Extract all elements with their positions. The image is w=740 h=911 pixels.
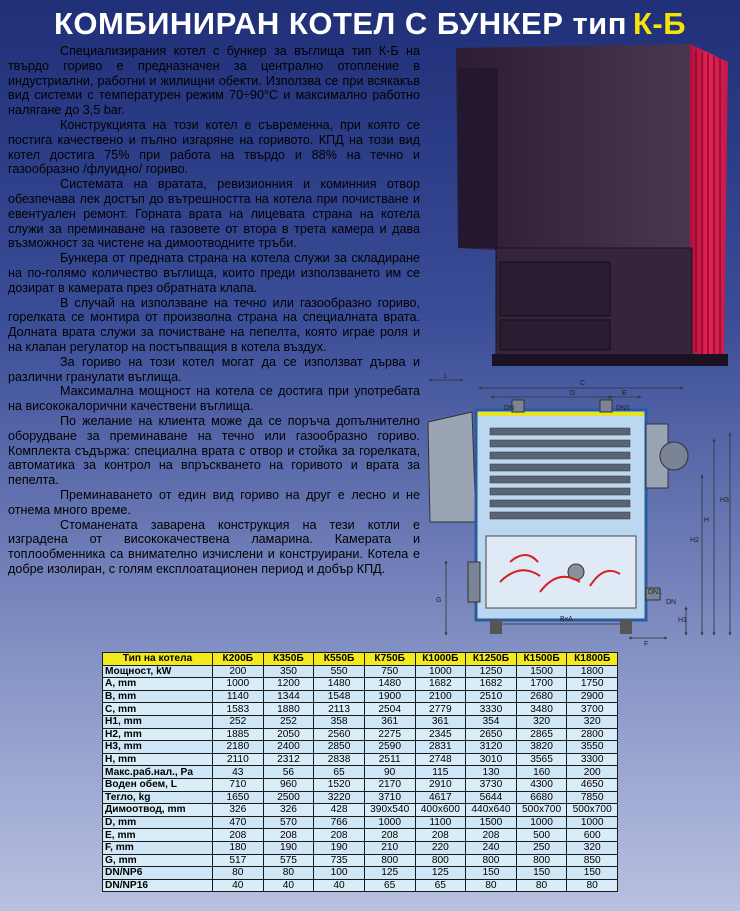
paragraph: За гориво на този котел могат да се използват дърва и различни гранулати въглища.	[8, 354, 420, 384]
table-cell: 320	[516, 715, 567, 728]
table-cell: 2500	[263, 791, 314, 804]
header-cell: К1250Б	[466, 653, 517, 666]
technical-drawing	[420, 372, 738, 650]
table-cell: 65	[314, 766, 365, 779]
title-text: КОМБИНИРАН КОТЕЛ С БУНКЕР тип	[53, 6, 627, 41]
table-cell: 252	[213, 715, 264, 728]
table-cell: 850	[567, 854, 618, 867]
table-cell: 210	[364, 841, 415, 854]
table-cell: 440x640	[466, 804, 517, 817]
paragraph: Преминаването от един вид гориво на друг е лесно и не отнема много време.	[8, 487, 420, 517]
row-label: Воден обем, L	[103, 778, 213, 791]
table-cell: 326	[213, 804, 264, 817]
table-cell: 1682	[415, 678, 466, 691]
table-row	[103, 841, 618, 854]
table-cell: 2831	[415, 741, 466, 754]
table-cell: 550	[314, 665, 365, 678]
table-cell: 1140	[213, 690, 264, 703]
table-cell: 1900	[364, 690, 415, 703]
table-cell: 130	[466, 766, 517, 779]
dim-label-G: G	[436, 597, 442, 604]
description-text	[8, 44, 420, 577]
table-cell: 2865	[516, 728, 567, 741]
dim-label-H1: H1	[678, 617, 687, 624]
boiler-photo	[440, 40, 736, 370]
table-cell: 250	[516, 841, 567, 854]
table-cell: 1583	[213, 703, 264, 716]
table-cell: 160	[516, 766, 567, 779]
table-cell: 3120	[466, 741, 517, 754]
table-cell: 800	[364, 854, 415, 867]
table-cell: 2110	[213, 753, 264, 766]
table-row	[103, 778, 618, 791]
row-label: Мощност, kW	[103, 665, 213, 678]
dim-label-D: D	[570, 390, 576, 397]
table-cell: 125	[364, 867, 415, 880]
table-cell: 1800	[567, 665, 618, 678]
paragraph: По желание на клиента може да се поръча допълнително оборудване за преминаване на течно или газообразно гориво. Комплекта съдържа: специална врата с отвор и стойка за горелката, автоматика за контрол на впръскването на горивото и врата за пепелта.	[8, 413, 420, 488]
table-cell: 766	[314, 816, 365, 829]
table-row	[103, 728, 618, 741]
table-cell: 710	[213, 778, 264, 791]
row-label: E, mm	[103, 829, 213, 842]
table-cell: 3550	[567, 741, 618, 754]
table-cell: 80	[466, 879, 517, 892]
table-cell: 40	[213, 879, 264, 892]
row-label: Макс.раб.нал., Pa	[103, 766, 213, 779]
table-row	[103, 791, 618, 804]
table-cell: 2170	[364, 778, 415, 791]
row-label: A, mm	[103, 678, 213, 691]
dim-label-DN: DN	[504, 405, 515, 412]
table-row	[103, 703, 618, 716]
table-cell: 2900	[567, 690, 618, 703]
table-cell: 500x700	[516, 804, 567, 817]
table-cell: 500	[516, 829, 567, 842]
table-cell: 190	[314, 841, 365, 854]
dim-label-BxA: BxA	[560, 616, 573, 623]
table-cell: 150	[466, 867, 517, 880]
header-cell: К1800Б	[567, 653, 618, 666]
table-cell: 428	[314, 804, 365, 817]
table-cell: 3330	[466, 703, 517, 716]
table-cell: 1548	[314, 690, 365, 703]
table-row	[103, 741, 618, 754]
table-cell: 2650	[466, 728, 517, 741]
table-cell: 2560	[314, 728, 365, 741]
table-row	[103, 690, 618, 703]
table-cell: 6680	[516, 791, 567, 804]
table-cell: 208	[213, 829, 264, 842]
table-cell: 1000	[516, 816, 567, 829]
table-cell: 1000	[415, 665, 466, 678]
row-label: DN/NP16	[103, 879, 213, 892]
table-cell: 2838	[314, 753, 365, 766]
row-label: F, mm	[103, 841, 213, 854]
table-cell: 2511	[364, 753, 415, 766]
table-row	[103, 816, 618, 829]
row-label: C, mm	[103, 703, 213, 716]
table-cell: 115	[415, 766, 466, 779]
table-cell: 2312	[263, 753, 314, 766]
table-cell: 7850	[567, 791, 618, 804]
table-cell: 361	[364, 715, 415, 728]
table-cell: 1750	[567, 678, 618, 691]
row-label: Тегло, kg	[103, 791, 213, 804]
table-cell: 150	[567, 867, 618, 880]
table-cell: 3565	[516, 753, 567, 766]
table-cell: 1100	[415, 816, 466, 829]
table-cell: 90	[364, 766, 415, 779]
table-cell: 208	[364, 829, 415, 842]
header-cell: К350Б	[263, 653, 314, 666]
table-cell: 3480	[516, 703, 567, 716]
paragraph: Конструкцията на този котел е съвременна, при която се постига качествено и пълно изгаряне на горивото. КПД на този вид котел достига 75% при работа на твърдо и 88% на течно и газообразно /флуидно/ гориво.	[8, 117, 420, 177]
table-cell: 3710	[364, 791, 415, 804]
table-cell: 517	[213, 854, 264, 867]
table-cell: 3700	[567, 703, 618, 716]
table-cell: 1880	[263, 703, 314, 716]
table-cell: 40	[314, 879, 365, 892]
page-title	[0, 4, 740, 44]
table-cell: 3820	[516, 741, 567, 754]
table-cell: 735	[314, 854, 365, 867]
table-row	[103, 678, 618, 691]
table-row	[103, 867, 618, 880]
table-cell: 4300	[516, 778, 567, 791]
table-cell: 400x600	[415, 804, 466, 817]
table-cell: 252	[263, 715, 314, 728]
table-cell: 190	[263, 841, 314, 854]
row-label: G, mm	[103, 854, 213, 867]
table-cell: 326	[263, 804, 314, 817]
header-cell: К1000Б	[415, 653, 466, 666]
table-cell: 3730	[466, 778, 517, 791]
table-cell: 354	[466, 715, 517, 728]
table-cell: 2180	[213, 741, 264, 754]
dim-label-L: L	[444, 373, 448, 380]
header-cell: К550Б	[314, 653, 365, 666]
table-cell: 180	[213, 841, 264, 854]
table-cell: 65	[364, 879, 415, 892]
paragraph: В случай на използване на течно или газообразно гориво, горелката се монтира от произволна страна на специалната врата. Долната врата служи за почистване на пепелта, която играе роля и на клапан регулатор на постъпващия в котела въздух.	[8, 295, 420, 354]
table-cell: 1520	[314, 778, 365, 791]
table-cell: 2113	[314, 703, 365, 716]
table-row	[103, 854, 618, 867]
table-cell: 361	[415, 715, 466, 728]
table-cell: 80	[213, 867, 264, 880]
dim-label-C: C	[580, 380, 586, 387]
table-cell: 2400	[263, 741, 314, 754]
table-cell: 125	[415, 867, 466, 880]
table-cell: 208	[415, 829, 466, 842]
table-row	[103, 766, 618, 779]
table-cell: 2100	[415, 690, 466, 703]
table-cell: 3010	[466, 753, 517, 766]
table-cell: 2510	[466, 690, 517, 703]
spec-table	[102, 652, 618, 892]
row-label: B, mm	[103, 690, 213, 703]
row-label: Димоотвод, mm	[103, 804, 213, 817]
table-cell: 3300	[567, 753, 618, 766]
table-cell: 800	[415, 854, 466, 867]
table-cell: 208	[314, 829, 365, 842]
row-label: DN/NP6	[103, 867, 213, 880]
table-cell: 390x540	[364, 804, 415, 817]
dim-label-DN1: DN1	[616, 405, 631, 412]
table-cell: 4617	[415, 791, 466, 804]
table-cell: 1500	[466, 816, 517, 829]
table-cell: 1682	[466, 678, 517, 691]
table-row	[103, 829, 618, 842]
header-cell: К200Б	[213, 653, 264, 666]
table-cell: 2345	[415, 728, 466, 741]
table-cell: 220	[415, 841, 466, 854]
table-cell: 1200	[263, 678, 314, 691]
row-label: H1, mm	[103, 715, 213, 728]
table-row	[103, 879, 618, 892]
table-cell: 3220	[314, 791, 365, 804]
dim-label-DN-side: DN	[666, 599, 677, 606]
table-cell: 40	[263, 879, 314, 892]
table-cell: 200	[567, 766, 618, 779]
table-cell: 80	[263, 867, 314, 880]
table-cell: 80	[516, 879, 567, 892]
table-cell: 43	[213, 766, 264, 779]
table-cell: 2504	[364, 703, 415, 716]
table-cell: 1250	[466, 665, 517, 678]
table-cell: 240	[466, 841, 517, 854]
table-cell: 470	[213, 816, 264, 829]
table-cell: 320	[567, 841, 618, 854]
table-cell: 56	[263, 766, 314, 779]
paragraph: Максимална мощност на котела се достига при употребата на висококалорични качествени въглища.	[8, 384, 420, 414]
table-cell: 208	[466, 829, 517, 842]
table-cell: 2590	[364, 741, 415, 754]
table-cell: 2050	[263, 728, 314, 741]
table-cell: 2680	[516, 690, 567, 703]
table-cell: 1480	[314, 678, 365, 691]
table-row	[103, 715, 618, 728]
paragraph: Специализирания котел с бункер за въглища тип К-Б на твърдо гориво е предназначен за централно отопление в индустриални, работни и жилищни обекти. Използва се при всякакъв вид системи с температурен режим 70÷90°C и максимално работно налягане до 3,5 bar.	[8, 44, 420, 118]
dim-label-H: H	[704, 517, 710, 524]
paragraph: Бункера от предната страна на котела служи за складиране на по-голямо количество въглища, които преди използването им се дозират в камерата през обратната клапа.	[8, 251, 420, 295]
table-cell: 1700	[516, 678, 567, 691]
table-cell: 320	[567, 715, 618, 728]
dim-label-DN1-side: DN1	[648, 589, 663, 596]
table-cell: 570	[263, 816, 314, 829]
table-cell: 200	[213, 665, 264, 678]
row-label: H, mm	[103, 753, 213, 766]
title-model: К-Б	[632, 6, 686, 41]
table-cell: 1000	[364, 816, 415, 829]
table-cell: 208	[263, 829, 314, 842]
table-cell: 100	[314, 867, 365, 880]
paragraph: Системата на вратата, ревизионния и коминния отвор обезпечава лек достъп до вътрешността на котела при почистване и евентуален ремонт. Горната врата на лицевата страна на котела служи за преминаване на газовете от втора в трета камера и дава възможност за чистене на димоотводните тръби.	[8, 177, 420, 251]
table-row	[103, 804, 618, 817]
table-cell: 750	[364, 665, 415, 678]
table-cell: 2800	[567, 728, 618, 741]
table-cell: 65	[415, 879, 466, 892]
table-cell: 150	[516, 867, 567, 880]
table-cell: 358	[314, 715, 365, 728]
header-cell: К750Б	[364, 653, 415, 666]
table-cell: 800	[516, 854, 567, 867]
dim-label-E: E	[622, 390, 627, 397]
table-header-row	[103, 653, 618, 666]
header-cell: Тип на котела	[103, 653, 213, 666]
row-label: H3, mm	[103, 741, 213, 754]
table-cell: 1480	[364, 678, 415, 691]
row-label: D, mm	[103, 816, 213, 829]
table-cell: 1000	[567, 816, 618, 829]
table-cell: 575	[263, 854, 314, 867]
table-cell: 5644	[466, 791, 517, 804]
table-cell: 80	[567, 879, 618, 892]
header-cell: К1500Б	[516, 653, 567, 666]
table-cell: 2850	[314, 741, 365, 754]
paragraph: Стоманената заварена конструкция на тези котли е изградена от висококачествена ламарина. Камерата и топлообменника са внимателно изчислени и конструирани. Котела е добре изолиран, с голям експлоатационен период и добър КПД.	[8, 517, 420, 576]
table-cell: 350	[263, 665, 314, 678]
dim-label-H3: H3	[720, 497, 729, 504]
table-cell: 2779	[415, 703, 466, 716]
table-cell: 800	[466, 854, 517, 867]
table-cell: 2910	[415, 778, 466, 791]
table-row	[103, 753, 618, 766]
row-label: H2, mm	[103, 728, 213, 741]
table-cell: 1885	[213, 728, 264, 741]
table-cell: 1500	[516, 665, 567, 678]
table-cell: 600	[567, 829, 618, 842]
table-cell: 500x700	[567, 804, 618, 817]
table-cell: 1000	[213, 678, 264, 691]
dim-label-H2: H2	[690, 537, 699, 544]
table-cell: 2275	[364, 728, 415, 741]
dim-label-F: F	[644, 641, 649, 648]
table-body	[103, 665, 618, 892]
table-cell: 960	[263, 778, 314, 791]
table-cell: 1650	[213, 791, 264, 804]
table-cell: 2748	[415, 753, 466, 766]
table-cell: 4650	[567, 778, 618, 791]
table-row	[103, 665, 618, 678]
table-cell: 1344	[263, 690, 314, 703]
